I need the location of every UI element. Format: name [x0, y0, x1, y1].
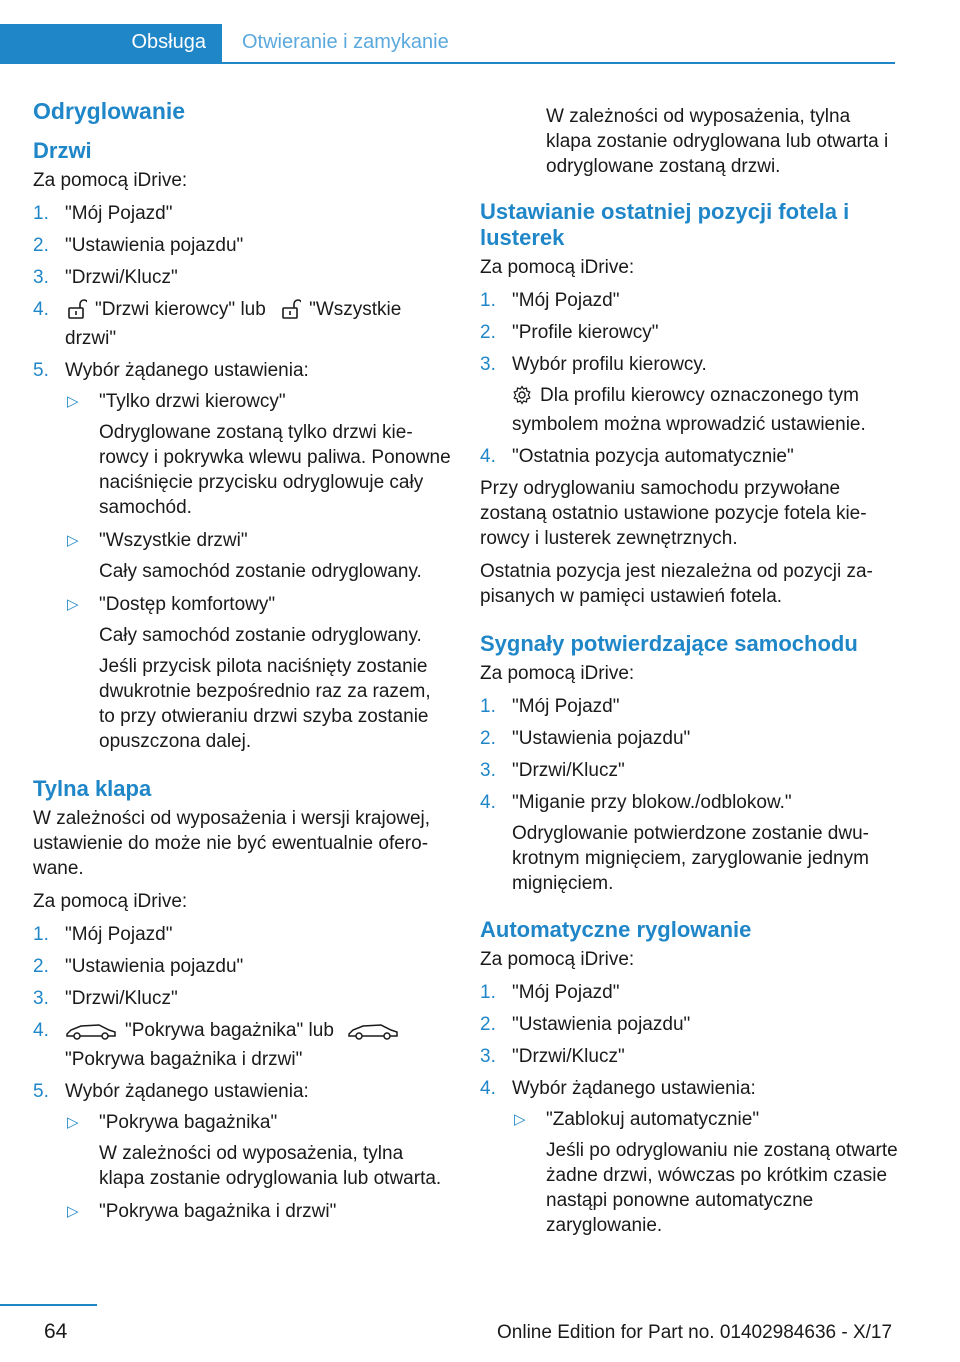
- chapter-label: Otwieranie i zamykanie: [242, 31, 449, 53]
- section-tab: [0, 24, 222, 62]
- left-column: [33, 96, 451, 1232]
- list-item: 1. "Mój Pojazd": [480, 982, 620, 1003]
- list-item: 2. "Profile kierowcy": [480, 322, 659, 343]
- triangle-bullet-icon: ▷: [67, 1114, 79, 1131]
- intro-text: Za pomocą iDrive:: [480, 663, 635, 684]
- section-label: Obsługa: [131, 31, 206, 53]
- list-item: 3. "Drzwi/Klucz": [480, 760, 625, 781]
- page-number: 64: [44, 1320, 68, 1343]
- list-item: 1. "Mój Pojazd": [33, 924, 173, 945]
- options-list: [512, 1107, 898, 1238]
- list-item: 3. Wybór profilu kierowcy. Dla profilu kierowcy oznaczonego tym symbolem można wprowadzić ustawienie.: [480, 354, 866, 435]
- intro-text: Za pomocą iDrive:: [480, 949, 635, 970]
- triangle-bullet-icon: ▷: [67, 596, 79, 613]
- list-item: 5. Wybór żądanego ustawienia: ▷ "Tylko drzwi kierowcy" Odryglowane zostaną tylko drzwi kierowcy i pokrywka wlewu paliwa. Ponowne naciśnięcie przycisku odryglowuje cały samochód. ▷ "Wszystkie drzwi" Cały samochód zostanie odryglowany. ▷ "Dostęp komfortowy" Cały samochód zostanie odryglowany. Jeśli przycisk pilota naciśnięty zostanie dwukrotnie bezpośrednio raz za razem, to przy otwieraniu drzwi szyba zostanie opuszczona dalej.: [33, 360, 451, 752]
- paragraph: Przy odryglowaniu samochodu przywołane zostaną ostatnio ustawione pozycje fotela kierowcy i lusterek zewnętrznych.: [480, 478, 867, 549]
- right-column: [480, 104, 898, 1246]
- list-item: 4. "Ostatnia pozycja automatycznie": [480, 446, 794, 467]
- option-item: ▷ "Pokrywa bagażnika" W zależności od wyposażenia, tylna klapa zostanie odryglowania lub otwarta.: [67, 1112, 442, 1189]
- list-item: 3. "Drzwi/Klucz": [33, 267, 178, 288]
- triangle-bullet-icon: ▷: [67, 532, 79, 549]
- intro-text: Za pomocą iDrive:: [33, 170, 188, 191]
- triangle-bullet-icon: ▷: [67, 1203, 79, 1220]
- steps-list-klapa: [33, 922, 451, 1224]
- list-item: 2. "Ustawienia pojazdu": [480, 728, 691, 749]
- options-list: [65, 1110, 451, 1224]
- list-item: 2. "Ustawienia pojazdu": [33, 956, 244, 977]
- option-item: ▷ "Zablokuj automatycznie" Jeśli po odryglowaniu nie zostaną otwarte żadne drzwi, wówczas po krótkim czasie nastąpi ponowne automatyczne zaryglowanie.: [514, 1109, 898, 1236]
- list-item: 2. "Ustawienia pojazdu": [480, 1014, 691, 1035]
- list-item: 1. "Mój Pojazd": [33, 203, 173, 224]
- option-item: ▷ "Pokrywa bagażnika i drzwi": [67, 1201, 337, 1222]
- gear-icon: [512, 385, 532, 412]
- list-item: 3. "Drzwi/Klucz": [480, 1046, 625, 1067]
- option-item: ▷ "Wszystkie drzwi" Cały samochód zostanie odryglowany.: [67, 530, 422, 582]
- subsection-heading-sygnaly: Sygnały potwierdzające samochodu: [480, 631, 858, 656]
- subsection-heading-auto: Automatyczne ryglowanie: [480, 917, 752, 942]
- list-item: 2. "Ustawienia pojazdu": [33, 235, 244, 256]
- intro-text: Za pomocą iDrive:: [33, 891, 188, 912]
- list-item: 4. Wybór żądanego ustawienia: ▷ "Zablokuj automatycznie" Jeśli po odryglowaniu nie zostaną otwarte żadne drzwi, wówczas po krótkim czasie nastąpi ponowne automatyczne zaryglowanie.: [480, 1078, 898, 1236]
- steps-list-drzwi: [33, 201, 451, 754]
- list-item: 1. "Mój Pojazd": [480, 290, 620, 311]
- list-item: 4. "Miganie przy blokow./odblokow." Odryglowanie potwierdzone zostanie dwukrotnym mignięciem, zaryglowanie jednym mignięciem.: [480, 792, 869, 894]
- triangle-bullet-icon: ▷: [67, 393, 79, 410]
- option-item: ▷ "Tylko drzwi kierowcy" Odryglowane zostaną tylko drzwi kierowcy i pokrywka wlewu paliwa. Ponowne naciśnięcie przycisku odryglowuje cały samochód.: [67, 391, 451, 518]
- subsection-heading-klapa: Tylna klapa: [33, 776, 152, 801]
- list-item: 3. "Drzwi/Klucz": [33, 988, 178, 1009]
- paragraph: W zależności od wyposażenia i wersji krajowej, ustawienie do może nie być ewentualnie oferowane.: [33, 808, 431, 879]
- unlock-icon: [279, 299, 301, 326]
- footer-rule: [0, 1304, 97, 1306]
- car-trunk-icon: [65, 1020, 117, 1047]
- option-item: ▷ "Dostęp komfortowy" Cały samochód zostanie odryglowany. Jeśli przycisk pilota naciśnięty zostanie dwukrotnie bezpośrednio raz za razem, to przy otwieraniu drzwi szyba zostanie opuszczona dalej.: [67, 594, 431, 752]
- continued-text: W zależności od wyposażenia, tylna klapa zostanie odryglowana lub otwarta i odryglowane zostaną drzwi.: [546, 106, 889, 177]
- paragraph: Ostatnia pozycja jest niezależna od pozycji zapisanych w pamięci ustawień fotela.: [480, 561, 873, 607]
- edition-note: Online Edition for Part no. 01402984636 - X/17: [497, 1322, 893, 1343]
- section-title: Odryglowanie: [33, 98, 186, 124]
- car-trunk-icon: [347, 1020, 399, 1047]
- list-item: 5. Wybór żądanego ustawienia: ▷ "Pokrywa bagażnika" W zależności od wyposażenia, tylna klapa zostanie odryglowania lub otwarta. ▷ "Pokrywa bagażnika i drzwi": [33, 1079, 451, 1224]
- subsection-heading-drzwi: Drzwi: [33, 138, 92, 163]
- page-header: [0, 24, 895, 64]
- list-item: 4. "Drzwi kierowcy" lub "Wszystkie drzwi": [33, 299, 402, 349]
- steps-list-sygnaly: [480, 694, 898, 896]
- unlock-icon: [65, 299, 87, 326]
- steps-list-fotel: [480, 288, 898, 469]
- list-item: 4. "Pokrywa bagażnika" lub "Pokrywa bagażnika i drzwi": [33, 1018, 451, 1072]
- triangle-bullet-icon: ▷: [514, 1111, 526, 1128]
- list-item: 1. "Mój Pojazd": [480, 696, 620, 717]
- steps-list-auto: [480, 980, 898, 1238]
- subsection-heading-fotel: Ustawianie ostatniej pozycji fotela i lusterek: [480, 199, 850, 250]
- options-list: [65, 389, 451, 754]
- intro-text: Za pomocą iDrive:: [480, 257, 635, 278]
